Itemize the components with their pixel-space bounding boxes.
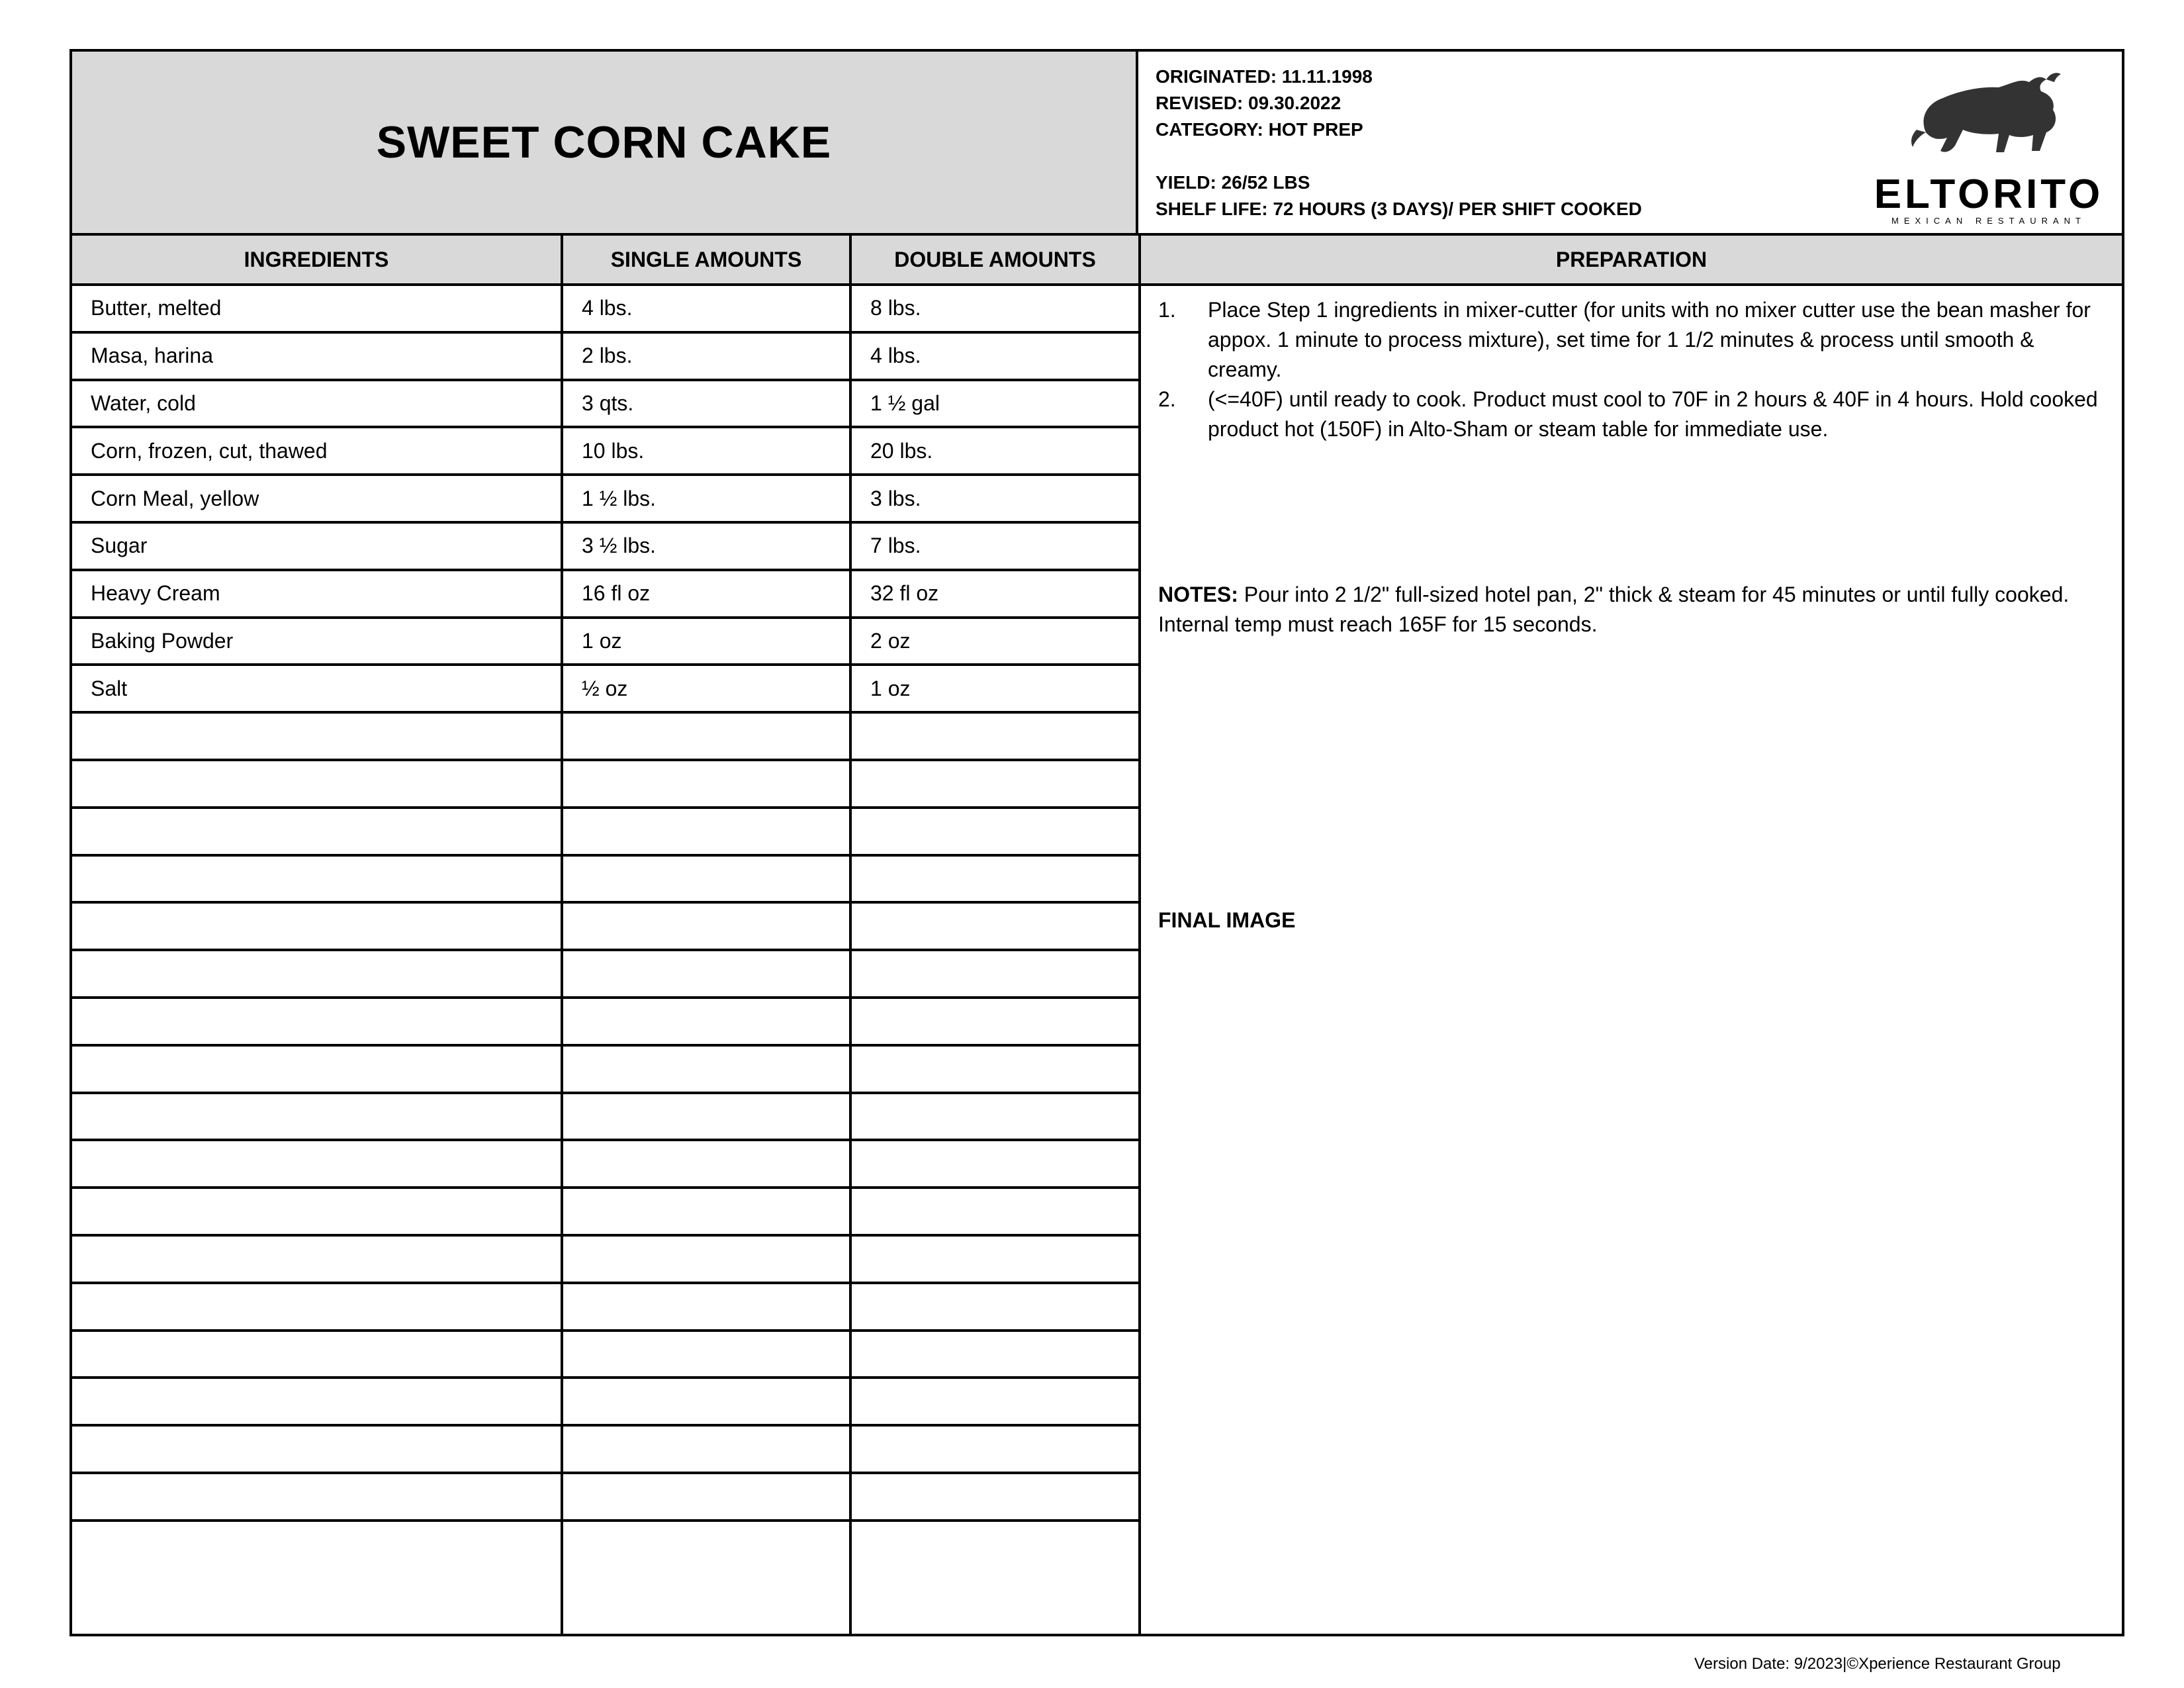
- single-amount: 16 fl oz: [582, 581, 651, 606]
- ingredient-name: [72, 1332, 561, 1377]
- table-row: [72, 334, 1138, 381]
- single-amount: [563, 1094, 849, 1139]
- single-amount: [563, 1332, 849, 1377]
- ingredient-name: [72, 1427, 561, 1472]
- single-amount: [563, 857, 849, 902]
- single-amount: [563, 999, 849, 1044]
- ingredient-name: [72, 1189, 561, 1234]
- double-amount: 20 lbs.: [870, 438, 933, 463]
- single-amount: [563, 761, 849, 806]
- ingredient-name: [72, 1237, 561, 1282]
- single-amount: 3 qts.: [582, 391, 634, 415]
- double-amount: [852, 1141, 1138, 1186]
- table-row: [72, 286, 1138, 334]
- double-amount: [852, 1332, 1138, 1377]
- recipe-title: SWEET CORN CAKE: [376, 117, 832, 167]
- notes-label: NOTES:: [1158, 583, 1238, 606]
- single-amount: 10 lbs.: [582, 438, 645, 463]
- double-amount: [852, 761, 1138, 806]
- table-row: [72, 1427, 1138, 1474]
- final-image-label: FINAL IMAGE: [1158, 908, 1296, 932]
- table-row: [72, 999, 1138, 1047]
- double-amount: [852, 904, 1138, 949]
- double-amount: [852, 1379, 1138, 1424]
- ingredient-name: Water, cold: [91, 391, 196, 415]
- single-amount: [563, 1427, 849, 1472]
- table-row: [72, 809, 1138, 857]
- col-double-amounts: DOUBLE AMOUNTS: [852, 236, 1138, 283]
- double-amount: [852, 1284, 1138, 1329]
- table-row: [72, 1332, 1138, 1380]
- ingredient-name: [72, 1284, 561, 1329]
- table-row: [72, 381, 1138, 429]
- ingredient-name: [72, 1474, 561, 1519]
- ingredients-table: [72, 286, 1138, 1570]
- ingredient-name: [72, 809, 561, 854]
- yield: YIELD: 26/52 LBS: [1156, 172, 1310, 193]
- step-number: 2.: [1158, 387, 1176, 411]
- table-row: [72, 1141, 1138, 1189]
- ingredient-name: [72, 1522, 561, 1570]
- double-amount: 2 oz: [870, 628, 911, 653]
- single-amount: [563, 1047, 849, 1092]
- recipe-card: [69, 49, 2124, 1636]
- single-amount: [563, 714, 849, 759]
- double-amount: [852, 999, 1138, 1044]
- single-amount: 2 lbs.: [582, 344, 633, 368]
- originated-date: ORIGINATED: 11.11.1998: [1156, 66, 1373, 87]
- ingredient-name: [72, 1379, 561, 1424]
- table-row: [72, 761, 1138, 809]
- double-amount: [852, 1047, 1138, 1092]
- double-amount: [852, 857, 1138, 902]
- table-row: [72, 857, 1138, 904]
- double-amount: [852, 1522, 1138, 1570]
- shelf-life: SHELF LIFE: 72 HOURS (3 DAYS)/ PER SHIFT COOKED: [1156, 199, 1642, 219]
- single-amount: 1 oz: [582, 628, 622, 653]
- ingredient-name: Heavy Cream: [91, 581, 220, 606]
- table-row: [72, 714, 1138, 761]
- table-row: [72, 571, 1138, 619]
- double-amount: [852, 1189, 1138, 1234]
- ingredient-name: [72, 904, 561, 949]
- title-cell: [72, 52, 1138, 233]
- table-row: [72, 1047, 1138, 1094]
- table-row: [72, 1522, 1138, 1570]
- table-row: [72, 1379, 1138, 1427]
- table-row: [72, 428, 1138, 476]
- single-amount: [563, 1237, 849, 1282]
- single-amount: 3 ½ lbs.: [582, 534, 657, 558]
- single-amount: [563, 1284, 849, 1329]
- single-amount: 4 lbs.: [582, 296, 633, 320]
- single-amount: [563, 1141, 849, 1186]
- ingredient-name: [72, 1047, 561, 1092]
- category: CATEGORY: HOT PREP: [1156, 119, 1363, 140]
- col-ingredients: INGREDIENTS: [72, 236, 561, 283]
- ingredient-name: Salt: [91, 676, 128, 700]
- table-row: [72, 476, 1138, 524]
- table-row: [72, 1284, 1138, 1332]
- step-number: 1.: [1158, 298, 1176, 322]
- single-amount: [563, 1474, 849, 1519]
- ingredient-name: Baking Powder: [91, 628, 234, 653]
- ingredient-name: [72, 761, 561, 806]
- ingredient-name: Butter, melted: [91, 296, 222, 320]
- notes: [1158, 580, 2098, 639]
- double-amount: 3 lbs.: [870, 486, 921, 510]
- double-amount: [852, 1094, 1138, 1139]
- col-single-amounts: SINGLE AMOUNTS: [563, 236, 849, 283]
- logo-brand: ELTORITO: [1874, 171, 2104, 217]
- double-amount: 1 ½ gal: [870, 391, 940, 415]
- double-amount: [852, 1474, 1138, 1519]
- preparation-steps: [1158, 295, 2098, 444]
- single-amount: [563, 809, 849, 854]
- table-row: [72, 1474, 1138, 1522]
- footer-version: Version Date: 9/2023|©Xperience Restaurant Group: [1694, 1655, 2061, 1673]
- notes-text: Pour into 2 1/2" full-sized hotel pan, 2" thick & steam for 45 minutes or until fully cooked. Internal temp must reach 165F for 15 seconds.: [1158, 583, 2070, 636]
- logo-subtitle: MEXICAN RESTAURANT: [1891, 216, 2086, 226]
- preparation-step: [1158, 385, 2098, 444]
- bull-icon: [1899, 71, 2071, 171]
- single-amount: [563, 1189, 849, 1234]
- double-amount: 4 lbs.: [870, 344, 921, 368]
- ingredient-name: [72, 714, 561, 759]
- table-row: [72, 1094, 1138, 1142]
- single-amount: [563, 951, 849, 996]
- preparation-step: [1158, 295, 2098, 385]
- double-amount: 32 fl oz: [870, 581, 939, 606]
- step-text: Place Step 1 ingredients in mixer-cutter (for units with no mixer cutter use the bean masher for appox. 1 minute to process mixture), set time for 1 1/2 minutes & process until smooth & creamy.: [1208, 298, 2091, 381]
- table-row: [72, 524, 1138, 571]
- table-row: [72, 951, 1138, 999]
- ingredient-name: Corn, frozen, cut, thawed: [91, 438, 328, 463]
- ingredient-name: [72, 857, 561, 902]
- recipe-meta: [1138, 52, 2124, 233]
- ingredient-name: Corn Meal, yellow: [91, 486, 259, 510]
- ingredient-name: Sugar: [91, 534, 148, 558]
- single-amount: ½ oz: [582, 676, 628, 700]
- double-amount: [852, 809, 1138, 854]
- el-torito-logo: [1873, 71, 2111, 228]
- table-row: [72, 619, 1138, 667]
- double-amount: 7 lbs.: [870, 534, 921, 558]
- table-row: [72, 1237, 1138, 1284]
- single-amount: 1 ½ lbs.: [582, 486, 657, 510]
- double-amount: [852, 714, 1138, 759]
- double-amount: [852, 1427, 1138, 1472]
- single-amount: [563, 904, 849, 949]
- table-row: [72, 666, 1138, 714]
- single-amount: [563, 1379, 849, 1424]
- ingredient-name: [72, 999, 561, 1044]
- double-amount: [852, 951, 1138, 996]
- ingredient-name: [72, 1094, 561, 1139]
- step-text: (<=40F) until ready to cook. Product must cool to 70F in 2 hours & 40F in 4 hours. Hold cooked product hot (150F) in Alto-Sham or steam table for immediate use.: [1208, 387, 2098, 441]
- double-amount: 1 oz: [870, 676, 911, 700]
- double-amount: [852, 1237, 1138, 1282]
- table-row: [72, 1189, 1138, 1237]
- revised-date: REVISED: 09.30.2022: [1156, 93, 1342, 113]
- ingredient-name: Masa, harina: [91, 344, 213, 368]
- ingredient-name: [72, 1141, 561, 1186]
- double-amount: 8 lbs.: [870, 296, 921, 320]
- ingredient-name: [72, 951, 561, 996]
- single-amount: [563, 1522, 849, 1570]
- col-preparation: PREPARATION: [1141, 236, 2122, 283]
- preparation-section: [1141, 286, 2122, 1634]
- table-row: [72, 904, 1138, 951]
